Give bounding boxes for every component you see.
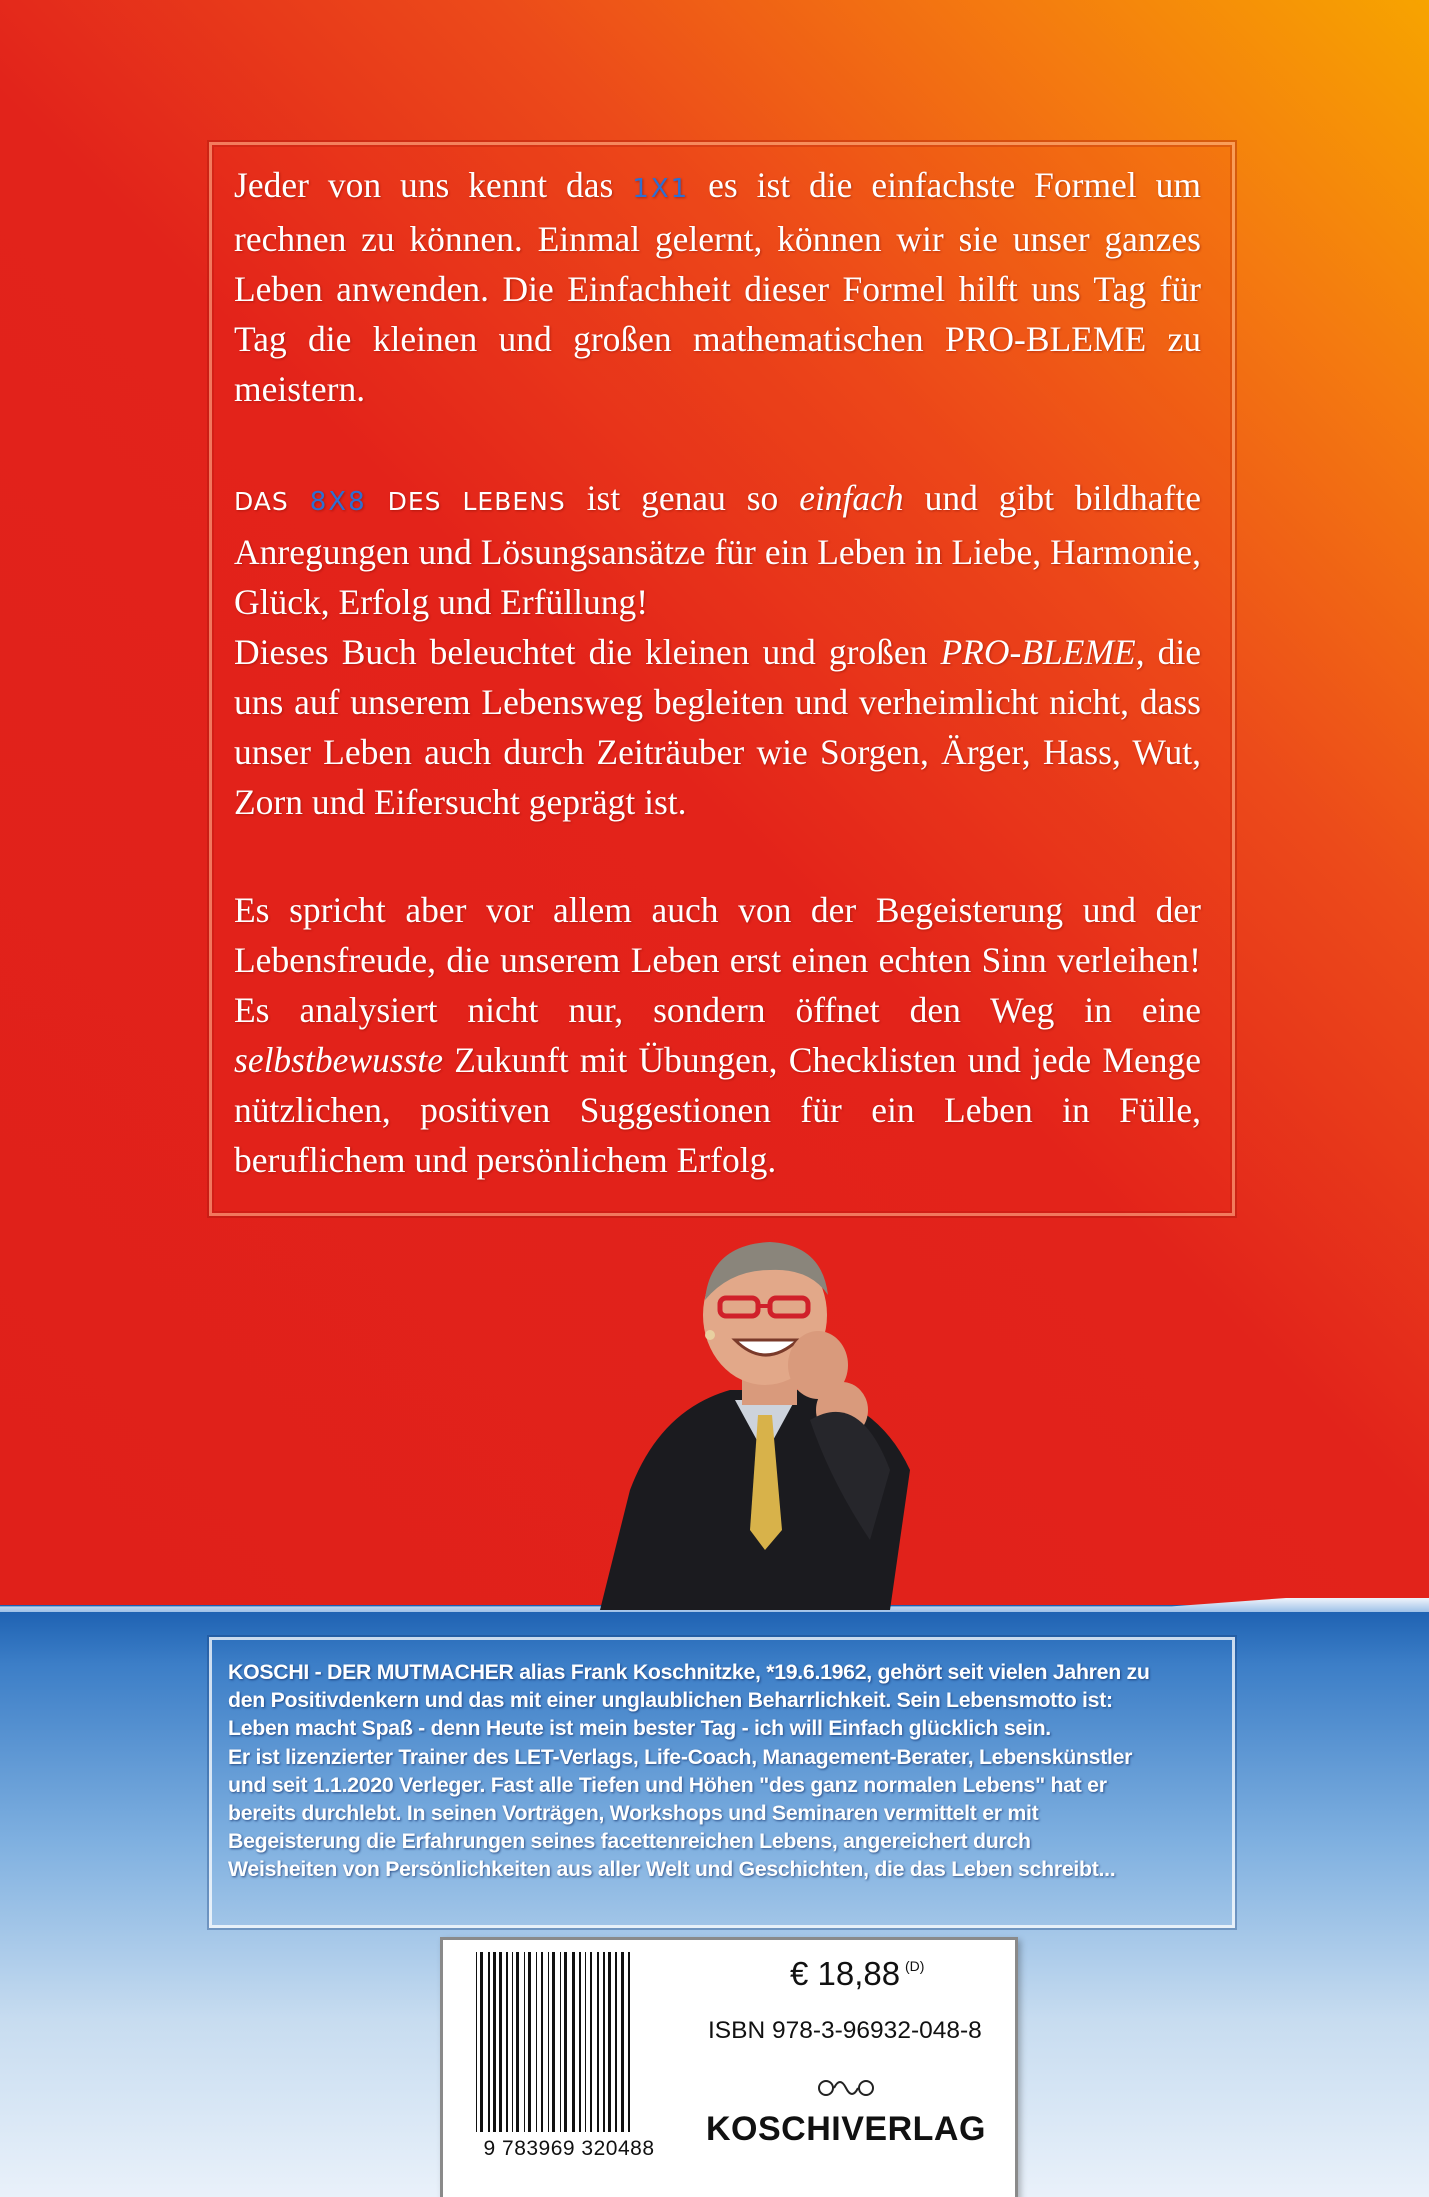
blurb-paragraph-3 xyxy=(234,885,1201,1185)
barcode-bar xyxy=(488,1952,490,2132)
para2-text-c: Dieses Buch beleuchtet die kleinen und großen xyxy=(234,632,941,672)
para2-text-b: und gibt bildhafte Anregungen und Lösungsansätze für ein Leben in Liebe, Harmonie, Glück, Erfolg und Erfüllung! xyxy=(234,478,1202,622)
blurb-paragraph-2 xyxy=(234,473,1201,827)
barcode-bar xyxy=(579,1952,581,2132)
barcode-bar xyxy=(480,1952,483,2132)
barcode-bar xyxy=(536,1952,537,2132)
barcode-bar xyxy=(548,1952,549,2132)
bio-line: Weisheiten von Persönlichkeiten aus aller Welt und Geschichten, die das Leben schreibt... xyxy=(228,1857,1116,1882)
einfach-emphasis: einfach xyxy=(799,478,904,518)
para3-text-b: Zukunft mit Übungen, Checklisten und jede Menge nützlichen, positiven Suggestionen für ein Leben in Fülle, beruflichem und persönlichem Erfolg. xyxy=(234,1040,1201,1180)
para1-text-a: Jeder von uns kennt das xyxy=(234,165,633,205)
barcode-bar xyxy=(541,1952,543,2132)
barcode-bar xyxy=(608,1952,611,2132)
price: € 18,88 xyxy=(790,1955,901,1992)
des-lebens-label: DES LEBENS xyxy=(366,487,566,516)
barcode-bar xyxy=(597,1952,599,2132)
barcode-bar xyxy=(528,1952,531,2132)
das-label: DAS xyxy=(234,487,310,516)
barcode-bar xyxy=(560,1952,561,2132)
publisher-logo-icon xyxy=(816,2070,876,2104)
author-bio xyxy=(228,1658,1210,1884)
isbn-barcode xyxy=(472,1952,667,2140)
barcode-bar xyxy=(585,1952,586,2132)
barcode-bar xyxy=(493,1952,496,2132)
barcode-bar xyxy=(512,1952,513,2132)
mark-1x1: 1X1 xyxy=(632,174,690,204)
barcode-bar xyxy=(516,1952,519,2132)
para2-text-d: die uns auf unserem Lebensweg begleiten und verheimlicht nicht, dass unser Leben auch durch Zeiträuber wie Sorgen, Ärger, Hass, Wut, Zorn und Eifersucht geprägt ist. xyxy=(234,632,1201,822)
price-region: (D) xyxy=(905,1958,925,1974)
barcode-bar xyxy=(552,1952,555,2132)
bio-line: KOSCHI - DER MUTMACHER alias Frank Koschnitzke, *19.6.1962, gehört seit vielen Jahren zu xyxy=(228,1660,1150,1684)
para3-text-a: Es spricht aber vor allem auch von der Begeisterung und der Lebensfreude, die unserem Leben erst einen echten Sinn verleihen! Es analysiert nicht nur, sondern öffnet den Weg in eine xyxy=(234,890,1201,1030)
bio-line: Begeisterung die Erfahrungen seines facettenreichen Lebens, angereichert durch xyxy=(228,1829,1031,1854)
barcode-bar xyxy=(615,1952,617,2132)
probleme-emphasis: PRO-BLEME, xyxy=(940,632,1145,672)
barcode-bar xyxy=(621,1952,624,2132)
para2-text-a: ist genau so xyxy=(565,478,800,518)
mark-8x8: 8X8 xyxy=(309,487,367,517)
para1-text-b: es ist die einfachste Formel um rechnen zu können. Einmal gelernt, können wir sie unser ganzes Leben anwenden. Die Einfachheit dieser Formel hilft uns Tag für Tag die kleinen und großen mathematischen PRO-BLEME zu meistern. xyxy=(234,165,1201,409)
barcode-bar xyxy=(564,1952,567,2132)
author-portrait xyxy=(560,1240,990,1610)
bio-line: bereits durchlebt. In seinen Vorträgen, Workshops und Seminaren vermittelt er mit xyxy=(228,1801,1039,1826)
barcode-bar xyxy=(506,1952,508,2132)
barcode-bar xyxy=(476,1952,477,2132)
selbstbewusste-emphasis: selbstbewusste xyxy=(234,1040,444,1080)
barcode-bar xyxy=(524,1952,525,2132)
barcode-bar xyxy=(603,1952,605,2132)
publisher-name: KOSCHIVERLAG xyxy=(706,2110,986,2148)
bio-line: Er ist lizenzierter Trainer des LET-Verlags, Life-Coach, Management-Berater, Lebenskünstler xyxy=(228,1744,1133,1769)
barcode-bar xyxy=(628,1952,630,2132)
barcode-digits: 9 783969 320488 xyxy=(483,2137,655,2160)
bio-line: den Positivdenkern und das mit einer unglaublichen Beharrlichkeit. Sein Lebensmotto ist: xyxy=(228,1688,1113,1713)
blurb-paragraph-1 xyxy=(234,160,1201,414)
barcode-bar xyxy=(590,1952,592,2132)
barcode-bar xyxy=(499,1952,502,2132)
isbn-number: ISBN 978-3-96932-048-8 xyxy=(708,2017,982,2044)
barcode-bar xyxy=(572,1952,575,2132)
bio-line: Leben macht Spaß - denn Heute ist mein bester Tag - ich will Einfach glücklich sein. xyxy=(228,1716,1051,1741)
bio-line: und seit 1.1.2020 Verleger. Fast alle Tiefen und Höhen "des ganz normalen Lebens" hat er xyxy=(228,1772,1107,1797)
